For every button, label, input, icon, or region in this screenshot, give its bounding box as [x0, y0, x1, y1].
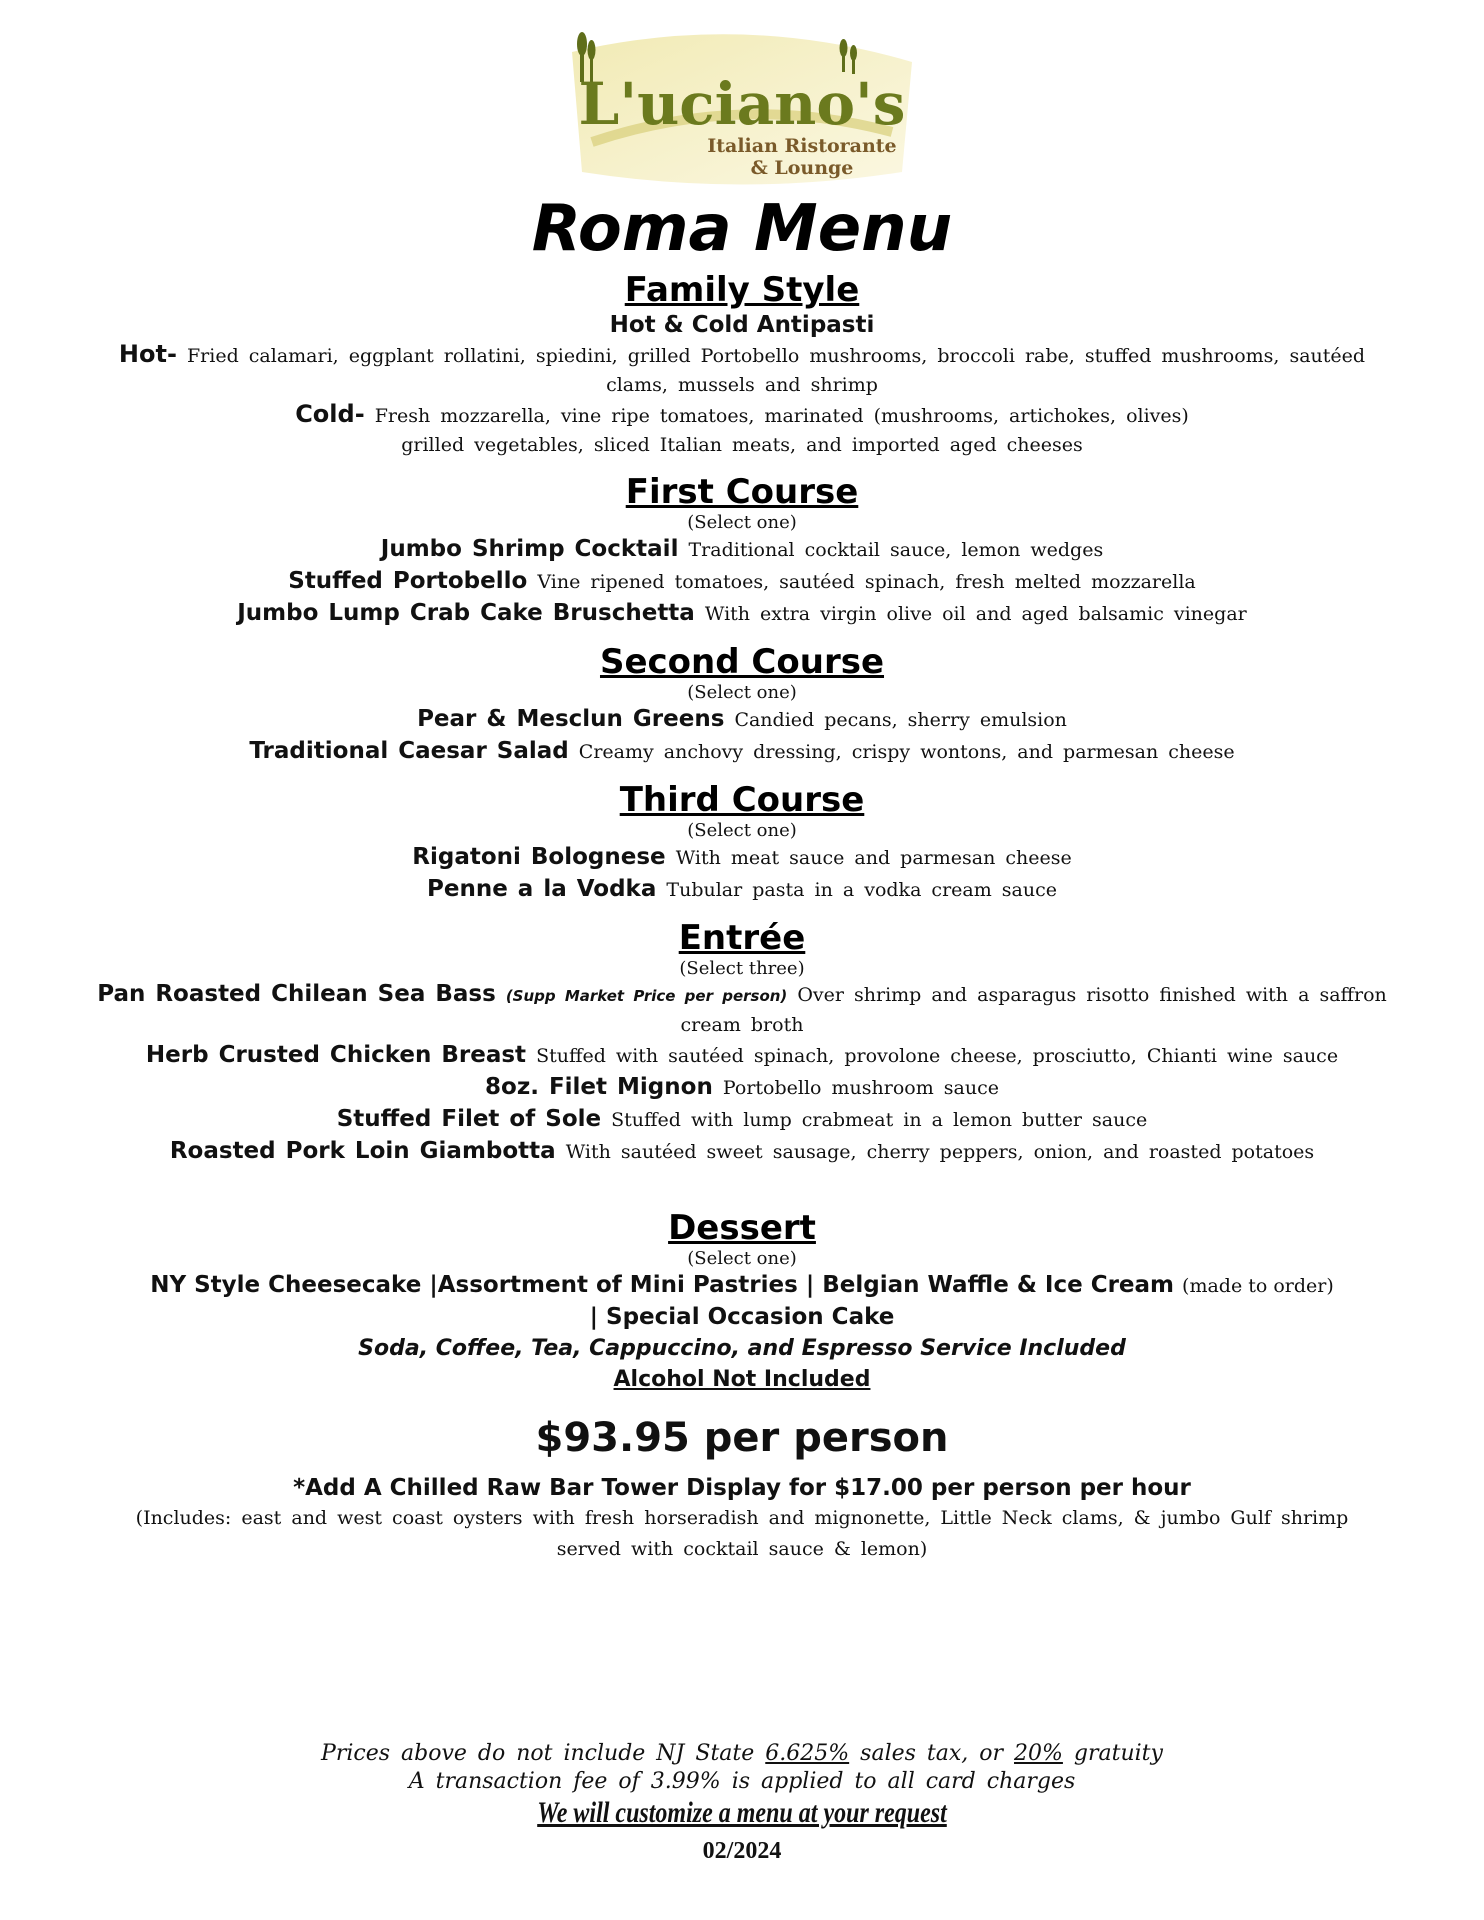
cold-text-cont: grilled vegetables, sliced Italian meats, and imported aged cheeses [401, 434, 1083, 456]
dessert-options [60, 1270, 1424, 1302]
cold-text: Fresh mozzarella, vine ripe tomatoes, marinated (mushrooms, artichokes, olives) [374, 405, 1189, 427]
second-course-heading: Second Course [599, 642, 885, 682]
family-style-section [60, 270, 1424, 460]
item-name: Jumbo Shrimp Cocktail [380, 536, 679, 562]
logo-wordmark: L'uciano's [578, 70, 906, 138]
item-desc: With meat sauce and parmesan cheese [675, 847, 1072, 869]
dessert-options-cont: | Special Occasion Cake [589, 1304, 895, 1330]
hot-text-cont: clams, mussels and shrimp [606, 374, 878, 396]
menu-item [60, 1104, 1424, 1136]
lucianos-logo [552, 22, 932, 194]
item-name: Traditional Caesar Salad [249, 738, 569, 764]
tax-note-middle: sales tax, or [860, 1741, 1004, 1766]
dessert-note: (Select one) [687, 1248, 797, 1269]
menu-item [60, 1136, 1424, 1168]
hot-antipasti [60, 340, 1424, 400]
supp-price-note: (Supp Market Price per person) [505, 987, 788, 1005]
third-course-note: (Select one) [687, 820, 797, 841]
item-desc: Vine ripened tomatoes, sautéed spinach, fresh melted mozzarella [537, 571, 1196, 593]
entree-section [60, 918, 1424, 1168]
price-per-person: $93.95 per person [535, 1415, 949, 1461]
raw-bar-addon: *Add A Chilled Raw Bar Tower Display for $17.00 per person per hour [293, 1475, 1191, 1501]
dessert-section [60, 1208, 1424, 1395]
item-desc: With extra virgin olive oil and aged balsamic vinegar [704, 603, 1247, 625]
third-course-heading: Third Course [619, 780, 865, 820]
item-name: Penne a la Vodka [427, 876, 657, 902]
item-name: Stuffed Portobello [288, 568, 528, 594]
item-name: Roasted Pork Loin Giambotta [169, 1138, 556, 1164]
item-desc: With sautéed sweet sausage, cherry peppers, onion, and roasted potatoes [565, 1141, 1315, 1163]
third-course-section [60, 780, 1424, 906]
menu-item [60, 1072, 1424, 1104]
menu-item [60, 736, 1424, 768]
tax-note-prefix: Prices above do not include NJ State [321, 1741, 755, 1766]
item-desc: Portobello mushroom sauce [722, 1077, 999, 1099]
menu-date: 02/2024 [702, 1838, 782, 1864]
item-name: 8oz. Filet Mignon [485, 1074, 713, 1100]
item-desc: Candied pecans, sherry emulsion [734, 709, 1067, 731]
hot-label: Hot- [118, 340, 177, 368]
dessert-heading: Dessert [668, 1208, 816, 1248]
raw-bar-includes-text: (Includes: east and west coast oysters with fresh horseradish and mignonette, Little Neck clams, & jumbo Gulf shrimp [135, 1507, 1349, 1529]
beverage-service: Soda, Coffee, Tea, Cappuccino, and Espresso Service Included [358, 1336, 1126, 1361]
antipasti-subheading: Hot & Cold Antipasti [609, 312, 875, 338]
raw-bar-includes-cont: served with cocktail sauce & lemon) [556, 1538, 928, 1560]
card-fee-note: A transaction fee of 3.99% is applied to all card charges [408, 1769, 1076, 1794]
cold-antipasti [60, 400, 1424, 460]
first-course-note: (Select one) [687, 512, 797, 533]
made-to-order-note: (made to order) [1182, 1275, 1334, 1297]
alcohol-note: Alcohol Not Included [613, 1367, 871, 1392]
item-name: Herb Crusted Chicken Breast [145, 1042, 527, 1068]
menu-item [60, 1040, 1424, 1072]
item-desc: Over shrimp and asparagus risotto finished with a saffron [797, 984, 1387, 1006]
item-desc-cont: cream broth [680, 1014, 804, 1036]
menu-title: Roma Menu [531, 192, 953, 266]
menu-item [60, 534, 1424, 566]
item-desc: Stuffed with sautéed spinach, provolone cheese, prosciutto, Chianti wine sauce [536, 1045, 1339, 1067]
dessert-options-text: NY Style Cheesecake |Assortment of Mini Pastries | Belgian Waffle & Ice Cream [150, 1272, 1175, 1298]
family-style-heading: Family Style [624, 270, 860, 310]
entree-note: (Select three) [679, 958, 805, 979]
item-desc: Creamy anchovy dressing, crispy wontons, and parmesan cheese [578, 741, 1235, 763]
hot-text: Fried calamari, eggplant rollatini, spiedini, grilled Portobello mushrooms, broccoli rabe, stuffed mushrooms, sautéed [186, 345, 1366, 367]
menu-item [60, 842, 1424, 874]
menu-item [60, 566, 1424, 598]
menu-item [60, 598, 1424, 630]
second-course-section [60, 642, 1424, 768]
first-course-section [60, 472, 1424, 630]
customize-note: We will customize a menu at your request [537, 1796, 947, 1829]
footer [0, 1740, 1484, 1866]
logo-tagline-2: & Lounge [750, 157, 854, 179]
menu-item [60, 704, 1424, 736]
entree-heading: Entrée [678, 918, 806, 958]
item-desc: Traditional cocktail sauce, lemon wedges [688, 539, 1104, 561]
tax-rate: 6.625% [765, 1741, 850, 1766]
item-name: Pear & Mesclun Greens [417, 706, 725, 732]
gratuity-rate: 20% [1014, 1741, 1063, 1766]
first-course-heading: First Course [625, 472, 859, 512]
second-course-note: (Select one) [687, 682, 797, 703]
tax-note-suffix: gratuity [1073, 1741, 1163, 1766]
item-name: Rigatoni Bolognese [412, 844, 666, 870]
item-name: Stuffed Filet of Sole [336, 1106, 602, 1132]
logo-tagline-1: Italian Ristorante [707, 135, 897, 157]
menu-item [60, 980, 1424, 1040]
item-desc: Stuffed with lump crabmeat in a lemon butter sauce [611, 1109, 1148, 1131]
item-name: Pan Roasted Chilean Sea Bass [97, 981, 496, 1007]
menu-item [60, 874, 1424, 906]
tax-note [0, 1740, 1484, 1768]
raw-bar-includes [60, 1503, 1424, 1565]
cold-label: Cold- [295, 400, 365, 428]
item-desc: Tubular pasta in a vodka cream sauce [666, 879, 1057, 901]
item-name: Jumbo Lump Crab Cake Bruschetta [237, 600, 695, 626]
